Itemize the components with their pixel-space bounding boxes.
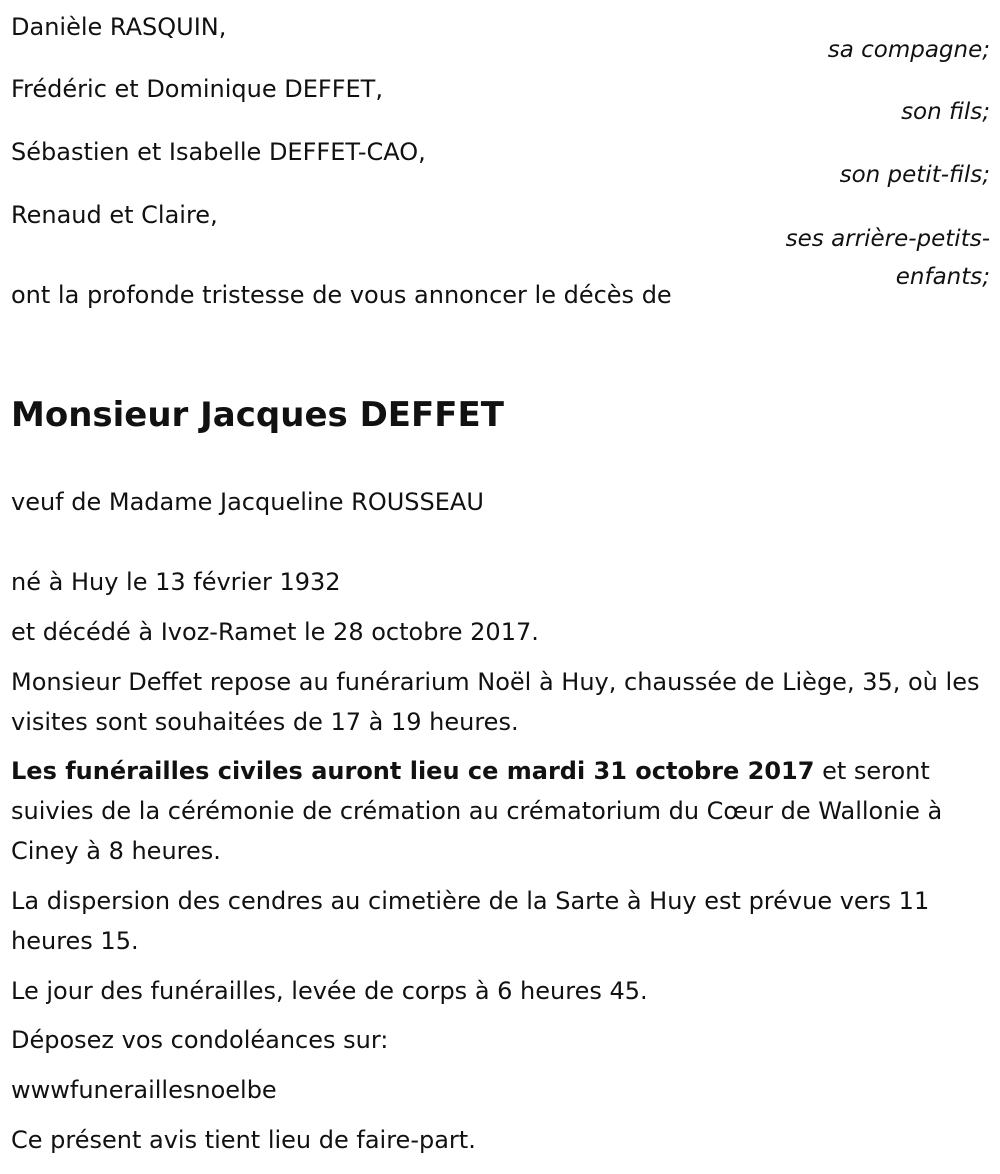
- death-line: et décédé à Ivoz-Ramet le 28 octobre 2017.: [11, 618, 539, 646]
- family-member-name-3: Sébastien et Isabelle DEFFET-CAO,: [11, 138, 426, 166]
- family-member-relation-3: son petit-fils;: [839, 162, 990, 188]
- widower-line: veuf de Madame Jacqueline ROUSSEAU: [11, 488, 484, 516]
- funeral-details: et seront suivies de la cérémonie de crémation au crématorium du Cœur de Wallonie à Ciney à 8 heures.: [11, 757, 943, 865]
- deceased-name: Monsieur Jacques DEFFET: [11, 395, 504, 435]
- birth-line: né à Huy le 13 février 1932: [11, 568, 341, 596]
- funeral-date-bold: Les funérailles civiles auront lieu ce mardi 31 octobre 2017: [11, 757, 815, 785]
- family-member-name-1: Danièle RASQUIN,: [11, 13, 227, 41]
- condolences-label: Déposez vos condoléances sur:: [11, 1026, 389, 1054]
- family-member-relation-2: son fils;: [901, 99, 990, 125]
- levee-line: Le jour des funérailles, levée de corps à 6 heures 45.: [11, 977, 648, 1005]
- notice-line: Ce présent avis tient lieu de faire-part.: [11, 1126, 476, 1154]
- condolences-website: wwwfuneraillesnoelbe: [11, 1076, 277, 1104]
- family-member-name-4: Renaud et Claire,: [11, 201, 218, 229]
- family-member-relation-4: ses arrière-petits-enfants;: [785, 226, 990, 290]
- family-member-name-2: Frédéric et Dominique DEFFET,: [11, 75, 383, 103]
- ashes-paragraph: La dispersion des cendres au cimetière de la Sarte à Huy est prévue vers 11 heures 15.: [11, 887, 930, 955]
- rest-location-paragraph: Monsieur Deffet repose au funérarium Noël à Huy, chaussée de Liège, 35, où les visites sont souhaitées de 17 à 19 heures.: [11, 668, 980, 736]
- announcement-intro: ont la profonde tristesse de vous annoncer le décès de: [11, 281, 672, 309]
- family-member-relation-1: sa compagne;: [827, 37, 990, 63]
- funeral-paragraph: [11, 751, 991, 871]
